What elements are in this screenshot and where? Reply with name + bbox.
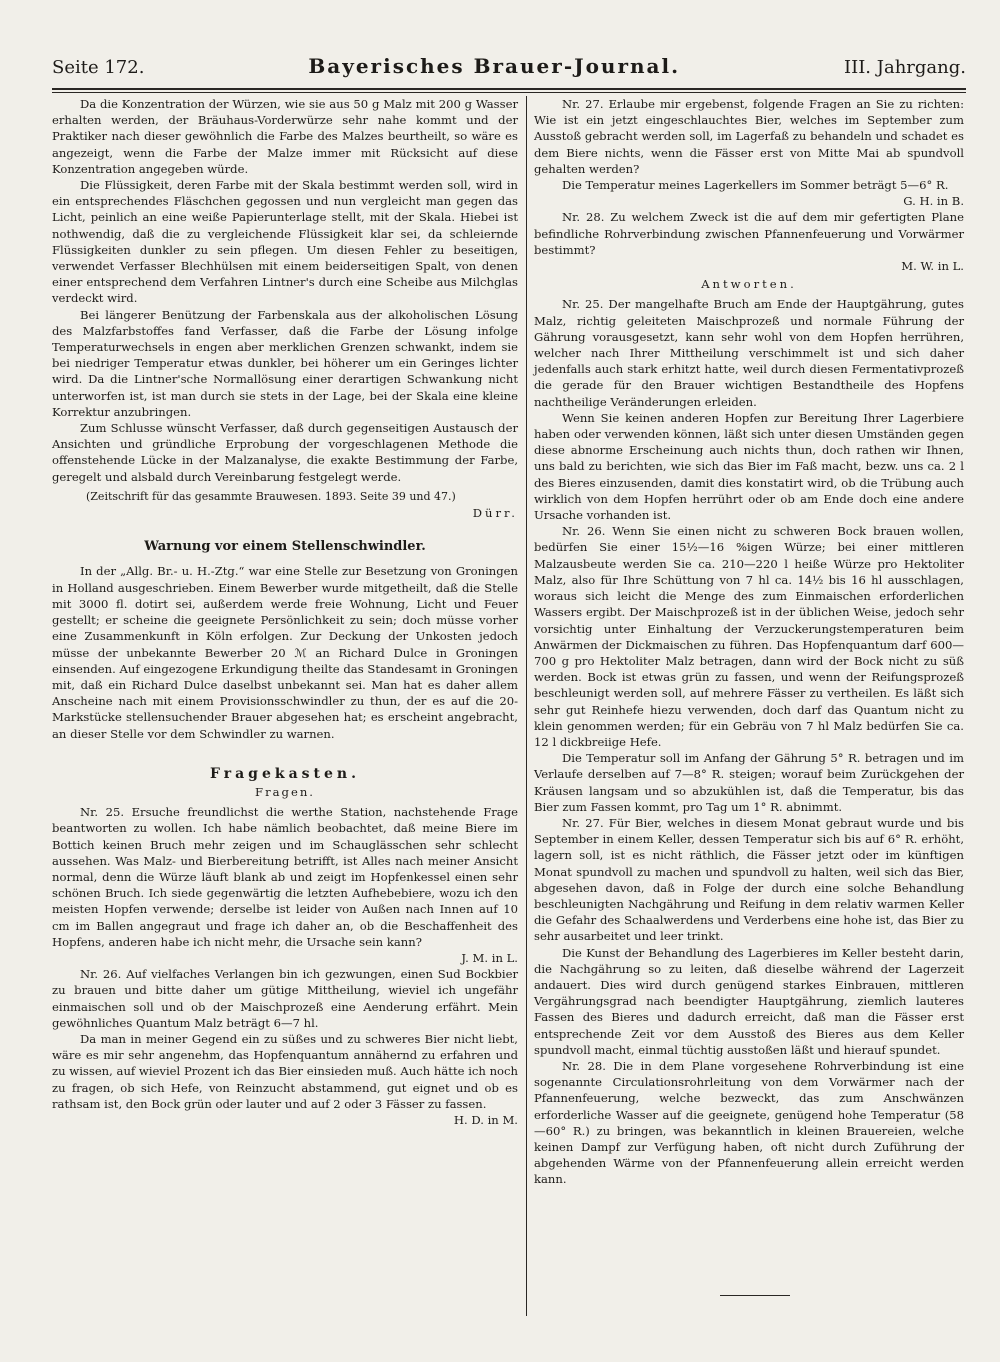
question-27-signature: G. H. in B. xyxy=(903,194,964,209)
article-author: Dürr. xyxy=(472,506,518,521)
volume-label: III. Jahrgang. xyxy=(843,57,966,78)
page-number: Seite 172. xyxy=(52,57,145,78)
left-column xyxy=(52,96,518,1128)
question-25-signature: J. M. in L. xyxy=(461,950,518,965)
source-citation: (Zeitschrift für das gesammte Brauwesen. 1893. Seite 39 und 47.) xyxy=(86,489,456,503)
end-rule xyxy=(720,1295,790,1296)
question-28-signature: M. W. in L. xyxy=(901,259,964,274)
journal-title: Bayerisches Brauer-Journal. xyxy=(308,54,681,78)
fragekasten-heading: Fragekasten. xyxy=(210,765,360,782)
intro-paragraph: Zum Schlusse wünscht Verfasser, daß durch gegenseitigen Austausch der Ansichten und gründliche Erprobung der vorgeschlagenen Methode die offenstehende Lücke in der Malzanalyse, die exakte Bestimmung der Farbe, geregelt und alsbald durch Vereinbarung festgelegt werde. xyxy=(52,421,518,484)
intro-paragraph: Bei längerer Benützung der Farbenskala aus der alkoholischen Lösung des Malzfarbstoffes fand Verfasser, daß die Farbe der Lösung infolge Temperaturwechsels in engen aber merklichen Grenzen schwankt, indem sie bei niedriger Temperatur etwas dunkler, bei höherer um ein Geringes lichter wird. Da die Lintner'sche Normallösung einer derartigen Schwankung nicht unterworfen ist, ist man durch sie stets in der Lage, bei der Skala eine kleine Korrektur anzubringen. xyxy=(52,307,518,419)
question-28: Nr. 28. Zu welchem Zweck ist die auf dem mir gefertigten Plane befindliche Rohrverbindung zwischen Pfannenfeuerung und Vorwärmer bestimmt? xyxy=(534,210,964,257)
fragen-heading: Fragen. xyxy=(255,784,315,799)
answer-27: Nr. 27. Für Bier, welches in diesem Monat gebraut wurde und bis September in einem Keller, dessen Temperatur sich bis auf 6° R. erhöht, lagern soll, ist es nicht räthlich, die Fässer jetzt oder im künftigen Monat spundvoll zu machen und spundvoll zu halten, weil sich das Bier, abgesehen davon, daß in Folge der durch eine solche Behandlung beschleunigten Nachgährung und Reifung in dem relativ warmen Keller die Gefahr des Schaalwerdens und Verderbens eine hohe ist, das Bier zu sehr ausarbeitet und leer trinkt. xyxy=(534,815,964,944)
intro-paragraph: Da die Konzentration der Würzen, wie sie aus 50 g Malz mit 200 g Wasser erhalten werden, der Bräuhaus-Vorderwürze sehr nahe kommt und der Praktiker nach dieser gewöhnlich die Farbe des Malzes beurtheilt, so wäre es angezeigt, wenn die Farbe der Malze immer mit Rücksicht auf diese Konzentration angegeben würde. xyxy=(52,97,518,176)
header-rule-thin xyxy=(52,92,966,93)
answer-25-continued: Wenn Sie keinen anderen Hopfen zur Bereitung Ihrer Lagerbiere haben oder verwenden können, läßt sich unter diesen Umständen gegen diese abnorme Erscheinung auch nichts thun, doch rathen wir Ihnen, uns bald zu berichten, wie sich das Bier im Faß macht, bezw. uns ca. 2 l des Bieres einzusenden, damit dies konstatirt wird, ob die Trübung auch wirklich von dem Hopfen herrührt oder ob am Ende doch eine andere Ursache vorhanden ist. xyxy=(534,410,964,523)
column-divider xyxy=(526,96,527,1316)
answer-26: Nr. 26. Wenn Sie einen nicht zu schweren Bock brauen wollen, bedürfen Sie einer 15½—16 %igen Würze; bei einer mittleren Malzausbeute werden Sie ca. 210—220 l heiße Würze pro Hektoliter Malz, also für Ihre Schüttung von 7 hl ca. 14½ bis 16 hl ausschlagen, woraus sich leicht die Menge des zum Einmaischen erforderlichen Wassers ergibt. Der Maischprozeß ist in der üblichen Weise, jedoch sehr vorsichtig unter Einhaltung der Verzuckerungstemperaturen beim Anwärmen der Dickmaischen zu führen. Das Hopfenquantum darf 600—700 g pro Hektoliter Malz betragen, dann wird der Bock nicht zu süß werden. Bock ist etwas grün zu fassen, und wenn der Reifungsprozeß beschleunigt werden soll, auf mehrere Fässer zu vertheilen. Es läßt sich sehr gut Reinhefe hiezu verwenden, doch darf das Quantum nicht zu klein genommen werden; für ein Gebräu von 7 hl Malz bedürfen Sie ca. 12 l dickbreiige Hefe. xyxy=(534,524,964,749)
question-27: Nr. 27. Erlaube mir ergebenst, folgende Fragen an Sie zu richten: Wie ist ein jetzt eingeschlauchtes Bier, welches im September zum Ausstoß gebracht werden soll, im Lagerfaß zu behandeln und schadet es dem Biere nichts, wenn die Fässer erst von Mitte Mai ab spundvoll gehalten werden? xyxy=(534,97,964,176)
answer-28: Nr. 28. Die in dem Plane vorgesehene Rohrverbindung ist eine sogenannte Circulationsrohrleitung von dem Vorwärmer nach der Pfannenfeuerung, welche bezweckt, das zum Anschwänzen erforderliche Wasser auf die geeignete, genügend hohe Temperatur (58—60° R.) zu bringen, was bekanntlich in kleinen Brauereien, welche keinen Dampf zur Verfügung haben, oft nicht durch Zuführung der abgehenden Wärme von der Pfannenfeuerung allein erreicht werden kann. xyxy=(534,1058,964,1187)
answer-26-continued: Die Temperatur soll im Anfang der Gährung 5° R. betragen und im Verlaufe derselben auf 7—8° R. steigen; worauf beim Zurückgehen der Kräusen langsam und so abzukühlen ist, daß die Temperatur, bis das Bier zum Fassen kommt, pro Tag um 1° R. abnimmt. xyxy=(534,751,964,814)
answer-27-continued: Die Kunst der Behandlung des Lagerbieres im Keller besteht darin, die Nachgährung so zu leiten, daß dieselbe während der Lagerzeit andauert. Dies wird durch genügend starkes Einbrauen, mittleren Vergährungsgrad nach beendigter Hauptgährung, ziemlich lauteres Fassen des Bieres und dadurch erreicht, daß man die Fässer erst entsprechende Zeit vor dem Ausstoß des Bieres aus dem Keller spundvoll macht, einmal tüchtig ausstoßen läßt und hierauf spundet. xyxy=(534,945,964,1057)
warning-paragraph: In der „Allg. Br.- u. H.-Ztg.“ war eine Stelle zur Besetzung von Groningen in Holland ausgeschrieben. Einem Bewerber wurde mitgetheilt, daß die Stelle mit 3000 fl. dotirt sei, außerdem werde freie Wohnung, Licht und Feuer gestellt; er scheine die geeignete Persönlichkeit zu sein; doch müsse vorher eine Zusammenkunft in Köln erfolgen. Zur Deckung der Unkosten jedoch müsse der unbekannte Bewerber 20 ℳ an Richard Dulce in Groningen einsenden. Auf eingezogene Erkundigung theilte das Standesamt in Groningen mit, daß ein Richard Dulce daselbst unbekannt sei. Man hat es daher allem Anscheine nach mit einem Provisionsschwindler zu thun, der es auf die 20-Markstücke stellensuchender Brauer abgesehen hat; es erscheint angebracht, an dieser Stelle vor dem Schwindler zu warnen. xyxy=(52,564,518,741)
question-26-continued: Da man in meiner Gegend ein zu süßes und zu schweres Bier nicht liebt, wäre es mir sehr angenehm, das Hopfenquantum annähernd zu erfahren und zu wissen, auf wieviel Prozent ich das Bier einsieden muß. Auch hätte ich noch zu fragen, ob sich Hefe, von Reinzucht abstammend, gut eignet und ob es rathsam ist, den Bock grün oder lauter und auf 2 oder 3 Fässer zu fassen. xyxy=(52,1031,518,1111)
header-rule xyxy=(52,88,966,90)
question-25: Nr. 25. Ersuche freundlichst die werthe Station, nachstehende Frage beantworten zu wollen. Ich habe nämlich beobachtet, daß meine Biere im Bottich keinen Bruch mehr zeigen und im Schauglässchen sehr schlecht aussehen. Was Malz- und Bierbereitung betrifft, ist Alles nach meiner Ansicht normal, denn die Würze läuft blank ab und zeigt im Hopfenkessel einen sehr schönen Bruch. Ich siede gegenwärtig die letzten Aufhebebiere, wozu ich den meisten Hopfen verwende; derselbe ist leider von Außen nach Innen auf 10 cm im Ballen angegraut und frage ich daher an, ob die Beschaffenheit des Hopfens, anderen habe ich nicht mehr, die Ursache sein kann? xyxy=(52,805,518,949)
question-26: Nr. 26. Auf vielfaches Verlangen bin ich gezwungen, einen Sud Bockbier zu brauen und bitte daher um gütige Mittheilung, wieviel ich ungefähr einmaischen soll und ob der Maischprozeß eine Aenderung erfährt. Mein gewöhnliches Quantum Malz beträgt 6—7 hl. xyxy=(52,967,518,1030)
page-header xyxy=(52,54,966,84)
intro-paragraph: Die Flüssigkeit, deren Farbe mit der Skala bestimmt werden soll, wird in ein entsprechendes Fläschchen gegossen und nun vergleicht man gegen das Licht, peinlich an eine weiße Papierunterlage stellt, mit der Skala. Hiebei ist nothwendig, daß die zu vergleichende Flüssigkeit klar sei, da schleiernde Flüssigkeiten dunkler zu sein pflegen. Um diesen Fehler zu beseitigen, verwendet Verfasser Blechhülsen mit einem beiderseitigen Spalt, von denen einer entsprechend dem Verfahren Lintner's durch eine Scheibe aus Milchglas verdeckt wird. xyxy=(52,178,518,306)
warning-heading: Warnung vor einem Stellenschwindler. xyxy=(144,539,426,555)
right-column xyxy=(534,96,964,1188)
antworten-heading: Antworten. xyxy=(701,277,797,292)
question-27-continued: Die Temperatur meines Lagerkellers im Sommer beträgt 5—6° R. xyxy=(562,178,949,193)
question-26-signature: H. D. in M. xyxy=(453,1112,518,1127)
answer-25: Nr. 25. Der mangelhafte Bruch am Ende der Hauptgährung, gutes Malz, richtig geleiteten Maischprozeß und normale Führung der Gährung vorausgesetzt, kann sehr wohl von dem Hopfen herrühren, welcher nach Ihrer Mittheilung verschimmelt ist und sich daher jedenfalls auch stark erhitzt hatte, weil durch diesen Fermentativprozeß die gerade für den Brauer wichtigen Bestandtheile des Hopfens nachtheilige Veränderungen erleiden. xyxy=(534,297,964,409)
